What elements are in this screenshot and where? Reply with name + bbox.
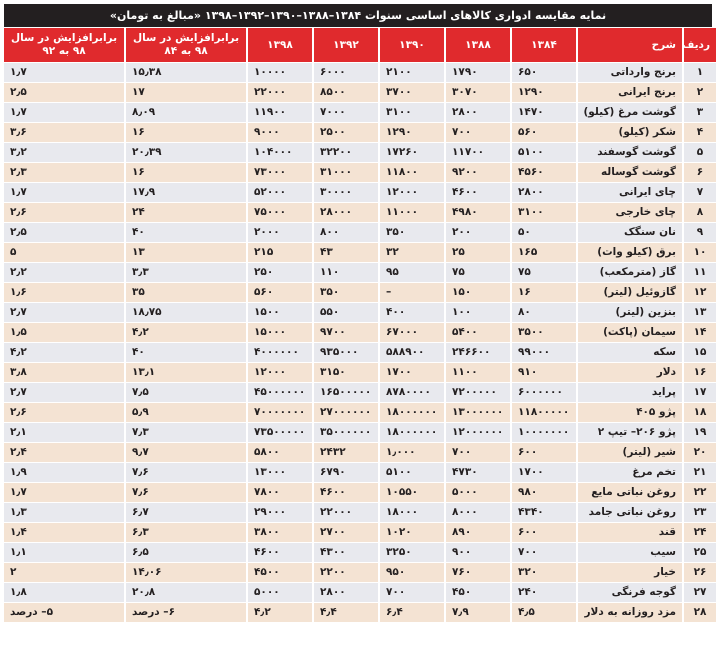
cell-1384: ۱۷۰۰ [512,463,576,482]
cell-index: ۱۳ [684,303,716,322]
cell-ratio-98-92: ۲٫۱ [4,423,124,442]
cell-ratio-98-92: ۱٫۴ [4,523,124,542]
cell-1392: ۴۶۰۰ [314,483,378,502]
table-row [4,523,716,542]
cell-1392: ۲۲۰۰ [314,563,378,582]
header-description: شرح [578,28,682,62]
cell-index: ۱۵ [684,343,716,362]
cell-1392: ۴۳۰۰ [314,543,378,562]
header-index: ردیف [684,28,716,62]
cell-1390: ۵۸۸۹۰۰ [380,343,444,362]
cell-ratio-98-92: ۲٫۷ [4,383,124,402]
cell-1388: ۸۹۰ [446,523,510,542]
cell-1388: ۱۱۰۰ [446,363,510,382]
cell-ratio-98-84: ۱۶ [126,123,246,142]
cell-1392: ۳۵۰ [314,283,378,302]
cell-1390: – [380,283,444,302]
cell-1398: ۱۰۴۰۰۰ [248,143,312,162]
cell-description: برنج ایرانی [578,83,682,102]
cell-description: چای ایرانی [578,183,682,202]
cell-index: ۱ [684,63,716,82]
cell-1384: ۹۸۰ [512,483,576,502]
cell-ratio-98-84: ۴٫۲ [126,323,246,342]
cell-1388: ۱۳۰۰۰۰۰۰ [446,403,510,422]
cell-ratio-98-92: ۱٫۱ [4,543,124,562]
cell-index: ۵ [684,143,716,162]
cell-ratio-98-92: ۱٫۳ [4,503,124,522]
cell-ratio-98-84: ۲۴ [126,203,246,222]
cell-1398: ۲۲۰۰۰ [248,83,312,102]
cell-1388: ۱۰۰ [446,303,510,322]
cell-1388: ۵۰۰۰ [446,483,510,502]
cell-1388: ۸۰۰۰ [446,503,510,522]
cell-1392: ۸۵۰۰ [314,83,378,102]
cell-1392: ۴٫۴ [314,603,378,622]
cell-ratio-98-92: ۱٫۷ [4,183,124,202]
cell-1392: ۲۵۰۰ [314,123,378,142]
cell-ratio-98-84: ۶٫۵ [126,543,246,562]
cell-1398: ۲۱۵ [248,243,312,262]
cell-1398: ۷۰۰۰۰۰۰۰ [248,403,312,422]
cell-description: روغن نباتی جامد [578,503,682,522]
cell-1384: ۶۵۰ [512,63,576,82]
cell-1398: ۱۱۹۰۰ [248,103,312,122]
table-row [4,483,716,502]
cell-ratio-98-84: ۷٫۶ [126,463,246,482]
cell-1384: ۷۵ [512,263,576,282]
table-row [4,583,716,602]
cell-index: ۲۶ [684,563,716,582]
cell-ratio-98-92: ۲٫۵ [4,83,124,102]
cell-ratio-98-92: ۵– درصد [4,603,124,622]
cell-ratio-98-92: ۱٫۶ [4,283,124,302]
cell-ratio-98-84: ۱۳ [126,243,246,262]
cell-index: ۱۹ [684,423,716,442]
cell-1388: ۴۹۸۰ [446,203,510,222]
cell-1390: ۱۱۰۰۰ [380,203,444,222]
cell-1392: ۳۱۵۰ [314,363,378,382]
cell-description: گوشت مرغ (کیلو) [578,103,682,122]
cell-1388: ۵۴۰۰ [446,323,510,342]
cell-ratio-98-92: ۲٫۷ [4,303,124,322]
cell-ratio-98-92: ۲٫۶ [4,403,124,422]
cell-1388: ۷۶۰ [446,563,510,582]
cell-1390: ۸۷۸۰۰۰۰ [380,383,444,402]
cell-1384: ۴٫۵ [512,603,576,622]
cell-1398: ۲۵۰ [248,263,312,282]
cell-1384: ۶۰۰۰۰۰۰ [512,383,576,402]
table-row [4,163,716,182]
cell-1390: ۱۱۸۰۰ [380,163,444,182]
cell-1398: ۵۲۰۰۰ [248,183,312,202]
cell-1390: ۹۵ [380,263,444,282]
cell-1388: ۷۵ [446,263,510,282]
cell-1398: ۱۵۰۰ [248,303,312,322]
cell-1388: ۴۵۰ [446,583,510,602]
cell-1388: ۲۵ [446,243,510,262]
table-row [4,563,716,582]
cell-1392: ۹۷۰۰ [314,323,378,342]
cell-ratio-98-84: ۸٫۰۹ [126,103,246,122]
table-row [4,603,716,622]
table-row [4,403,716,422]
cell-1390: ۲۱۰۰ [380,63,444,82]
table-row [4,283,716,302]
table-row [4,443,716,462]
header-year-1388: ۱۳۸۸ [446,28,510,62]
cell-1384: ۷۰۰ [512,543,576,562]
cell-1392: ۲۷۰۰ [314,523,378,542]
cell-index: ۲۱ [684,463,716,482]
cell-description: تخم مرغ [578,463,682,482]
cell-ratio-98-84: ۲۰٫۸ [126,583,246,602]
cell-ratio-98-92: ۲٫۴ [4,443,124,462]
cell-1388: ۴۷۳۰ [446,463,510,482]
cell-ratio-98-84: ۱۴٫۰۶ [126,563,246,582]
cell-1398: ۷۳۰۰۰ [248,163,312,182]
cell-ratio-98-84: ۱۵٫۳۸ [126,63,246,82]
cell-1392: ۱۱۰ [314,263,378,282]
cell-ratio-98-92: ۲٫۳ [4,163,124,182]
cell-description: برنج وارداتی [578,63,682,82]
table-row [4,363,716,382]
cell-1390: ۳۵۰ [380,223,444,242]
cell-1390: ۹۵۰ [380,563,444,582]
cell-ratio-98-84: ۱۳٫۱ [126,363,246,382]
cell-1388: ۹۲۰۰ [446,163,510,182]
cell-1384: ۴۳۴۰ [512,503,576,522]
cell-description: قند [578,523,682,542]
cell-description: گازوئیل (لیتر) [578,283,682,302]
cell-description: گوشت گوسفند [578,143,682,162]
cell-ratio-98-84: ۶٫۳ [126,523,246,542]
cell-ratio-98-92: ۲٫۶ [4,203,124,222]
cell-1388: ۲۸۰۰ [446,103,510,122]
cell-ratio-98-84: ۱۷ [126,83,246,102]
cell-1390: ۱٫۰۰۰ [380,443,444,462]
cell-ratio-98-84: ۷٫۵ [126,383,246,402]
cell-index: ۲ [684,83,716,102]
cell-ratio-98-84: ۳۵ [126,283,246,302]
table-row [4,383,716,402]
cell-1384: ۵۱۰۰ [512,143,576,162]
cell-1392: ۷۰۰۰ [314,103,378,122]
cell-1398: ۴۵۰۰۰۰۰۰ [248,383,312,402]
cell-description: شکر (کیلو) [578,123,682,142]
cell-1390: ۱۰۵۵۰ [380,483,444,502]
cell-1384: ۶۰۰ [512,443,576,462]
table-row [4,203,716,222]
cell-1398: ۱۳۰۰۰ [248,463,312,482]
table-row [4,103,716,122]
cell-ratio-98-84: ۴۰ [126,343,246,362]
cell-description: پژو ۲۰۶– تیپ ۲ [578,423,682,442]
cell-index: ۱۸ [684,403,716,422]
cell-ratio-98-92: ۲٫۵ [4,223,124,242]
cell-description: پراید [578,383,682,402]
cell-index: ۲۲ [684,483,716,502]
cell-1384: ۱۴۷۰ [512,103,576,122]
cell-1390: ۱۷۰۰ [380,363,444,382]
cell-1398: ۵۶۰ [248,283,312,302]
cell-1384: ۱۱۸۰۰۰۰۰ [512,403,576,422]
cell-index: ۸ [684,203,716,222]
cell-1388: ۲۰۰ [446,223,510,242]
cell-1390: ۳۲۵۰ [380,543,444,562]
cell-index: ۱۱ [684,263,716,282]
cell-description: سکه [578,343,682,362]
cell-1384: ۵۰ [512,223,576,242]
cell-1384: ۸۰ [512,303,576,322]
header-year-1398: ۱۳۹۸ [248,28,312,62]
cell-description: نان سنگک [578,223,682,242]
cell-1392: ۶۷۹۰ [314,463,378,482]
cell-1388: ۷٫۹ [446,603,510,622]
cell-description: برق (کیلو وات) [578,243,682,262]
cell-1390: ۱۲۹۰ [380,123,444,142]
cell-description: خیار [578,563,682,582]
cell-index: ۲۳ [684,503,716,522]
cell-1398: ۲۰۰۰ [248,223,312,242]
cell-index: ۲۰ [684,443,716,462]
cell-ratio-98-92: ۳٫۶ [4,123,124,142]
cell-ratio-98-92: ۱٫۵ [4,323,124,342]
header-year-1392: ۱۳۹۲ [314,28,378,62]
cell-ratio-98-84: ۶– درصد [126,603,246,622]
table-row [4,463,716,482]
header-year-1390: ۱۳۹۰ [380,28,444,62]
cell-ratio-98-92: ۱٫۷ [4,483,124,502]
cell-1398: ۲۹۰۰۰ [248,503,312,522]
cell-index: ۱۷ [684,383,716,402]
cell-1392: ۲۸۰۰۰ [314,203,378,222]
cell-1388: ۲۴۶۶۰۰ [446,343,510,362]
cell-1390: ۵۱۰۰ [380,463,444,482]
cell-1392: ۲۷۰۰۰۰۰۰ [314,403,378,422]
table-row [4,323,716,342]
cell-1398: ۷۸۰۰ [248,483,312,502]
cell-ratio-98-84: ۵٫۹ [126,403,246,422]
cell-ratio-98-84: ۲۰٫۳۹ [126,143,246,162]
cell-index: ۱۲ [684,283,716,302]
table-row [4,343,716,362]
header-row [4,28,716,62]
cell-description: شیر (لیتر) [578,443,682,462]
cell-ratio-98-92: ۱٫۷ [4,63,124,82]
cell-index: ۲۴ [684,523,716,542]
header-year-1384: ۱۳۸۴ [512,28,576,62]
cell-1392: ۳۲۲۰۰ [314,143,378,162]
cell-index: ۲۸ [684,603,716,622]
header-ratio-98-84: برابرافزایش در سال ۹۸ به ۸۴ [126,28,246,62]
cell-1398: ۴۵۰۰ [248,563,312,582]
cell-1390: ۱۰۲۰ [380,523,444,542]
cell-description: گاز (مترمکعب) [578,263,682,282]
cell-ratio-98-84: ۴۰ [126,223,246,242]
cell-1398: ۴٫۲ [248,603,312,622]
cell-1390: ۳۷۰۰ [380,83,444,102]
cell-1398: ۹۰۰۰ [248,123,312,142]
cell-ratio-98-92: ۳٫۲ [4,143,124,162]
cell-1388: ۱۲۰۰۰۰۰۰ [446,423,510,442]
cell-description: روغن نباتی مایع [578,483,682,502]
cell-1390: ۴۰۰ [380,303,444,322]
cell-index: ۱۰ [684,243,716,262]
cell-ratio-98-92: ۲٫۲ [4,263,124,282]
cell-description: گوجه فرنگی [578,583,682,602]
cell-1390: ۳۲ [380,243,444,262]
cell-1392: ۲۸۰۰ [314,583,378,602]
cell-1384: ۹۹۰۰۰ [512,343,576,362]
cell-1384: ۵۶۰ [512,123,576,142]
cell-ratio-98-92: ۱٫۹ [4,463,124,482]
cell-1392: ۹۳۵۰۰۰ [314,343,378,362]
cell-ratio-98-84: ۹٫۷ [126,443,246,462]
table-row [4,63,716,82]
cell-1384: ۹۱۰ [512,363,576,382]
cell-1384: ۳۵۰۰ [512,323,576,342]
cell-1392: ۱۶۵۰۰۰۰۰ [314,383,378,402]
table-row [4,423,716,442]
table-row [4,183,716,202]
cell-description: بنزین (لیتر) [578,303,682,322]
cell-1398: ۱۲۰۰۰ [248,363,312,382]
cell-index: ۳ [684,103,716,122]
cell-ratio-98-92: ۱٫۷ [4,103,124,122]
price-comparison-document [4,4,712,623]
cell-1388: ۷۲۰۰۰۰۰ [446,383,510,402]
cell-1398: ۷۵۰۰۰ [248,203,312,222]
table-body [4,63,716,622]
cell-1388: ۱۷۹۰ [446,63,510,82]
cell-1398: ۴۶۰۰ [248,543,312,562]
cell-ratio-98-84: ۶٫۷ [126,503,246,522]
cell-1390: ۶٫۴ [380,603,444,622]
cell-1398: ۱۰۰۰۰ [248,63,312,82]
cell-1398: ۳۸۰۰ [248,523,312,542]
cell-1390: ۷۰۰ [380,583,444,602]
table-title: نمایه مقایسه ادواری کالاهای اساسی سنوات ۱۳۸۴–۱۳۸۸–۱۳۹۰–۱۳۹۲–۱۳۹۸ «مبالغ به تومان» [4,4,712,27]
cell-index: ۲۵ [684,543,716,562]
cell-1388: ۱۱۷۰۰ [446,143,510,162]
table-row [4,123,716,142]
cell-1392: ۳۱۰۰۰ [314,163,378,182]
cell-1384: ۱۶ [512,283,576,302]
cell-1398: ۵۰۰۰ [248,583,312,602]
cell-ratio-98-84: ۳٫۳ [126,263,246,282]
cell-1390: ۱۷۲۶۰ [380,143,444,162]
cell-1392: ۳۵۰۰۰۰۰۰ [314,423,378,442]
cell-1390: ۱۸۰۰۰۰۰۰ [380,403,444,422]
table-row [4,303,716,322]
cell-description: پژو ۴۰۵ [578,403,682,422]
cell-1390: ۳۱۰۰ [380,103,444,122]
cell-1384: ۴۵۶۰ [512,163,576,182]
cell-description: دلار [578,363,682,382]
cell-1392: ۵۵۰ [314,303,378,322]
cell-index: ۴ [684,123,716,142]
cell-1384: ۲۴۰ [512,583,576,602]
cell-1390: ۱۸۰۰۰ [380,503,444,522]
cell-1384: ۱۲۹۰ [512,83,576,102]
cell-1384: ۲۸۰۰ [512,183,576,202]
cell-1398: ۵۸۰۰ [248,443,312,462]
cell-1392: ۳۰۰۰۰ [314,183,378,202]
cell-index: ۶ [684,163,716,182]
table-row [4,263,716,282]
cell-1384: ۱۰۰۰۰۰۰۰ [512,423,576,442]
cell-1388: ۷۰۰ [446,123,510,142]
cell-ratio-98-92: ۴٫۲ [4,343,124,362]
cell-description: سیب [578,543,682,562]
cell-ratio-98-84: ۷٫۳ [126,423,246,442]
table-row [4,83,716,102]
cell-index: ۷ [684,183,716,202]
cell-1390: ۱۲۰۰۰ [380,183,444,202]
cell-description: چای خارجی [578,203,682,222]
cell-1388: ۱۵۰ [446,283,510,302]
cell-1392: ۴۳ [314,243,378,262]
cell-ratio-98-84: ۱۷٫۹ [126,183,246,202]
cell-ratio-98-84: ۱۸٫۷۵ [126,303,246,322]
cell-1384: ۳۱۰۰ [512,203,576,222]
cell-index: ۱۴ [684,323,716,342]
table-row [4,223,716,242]
cell-ratio-98-84: ۱۶ [126,163,246,182]
table-row [4,543,716,562]
cell-1392: ۲۴۳۲ [314,443,378,462]
cell-1390: ۶۷۰۰۰ [380,323,444,342]
cell-ratio-98-92: ۳٫۸ [4,363,124,382]
cell-1384: ۱۶۵ [512,243,576,262]
cell-1398: ۴۰۰۰۰۰۰ [248,343,312,362]
cell-1388: ۹۰۰ [446,543,510,562]
cell-1384: ۳۲۰ [512,563,576,582]
cell-1392: ۶۰۰۰ [314,63,378,82]
cell-1388: ۳۰۷۰ [446,83,510,102]
cell-ratio-98-92: ۲ [4,563,124,582]
cell-1398: ۷۳۵۰۰۰۰۰ [248,423,312,442]
cell-ratio-98-92: ۱٫۸ [4,583,124,602]
price-table [2,27,716,623]
cell-1392: ۸۰۰ [314,223,378,242]
cell-1392: ۲۲۰۰۰ [314,503,378,522]
cell-index: ۱۶ [684,363,716,382]
cell-ratio-98-92: ۵ [4,243,124,262]
table-row [4,143,716,162]
table-row [4,503,716,522]
cell-1388: ۴۶۰۰ [446,183,510,202]
table-row [4,243,716,262]
cell-description: گوشت گوساله [578,163,682,182]
cell-index: ۹ [684,223,716,242]
cell-index: ۲۷ [684,583,716,602]
cell-1398: ۱۵۰۰۰ [248,323,312,342]
cell-description: سیمان (پاکت) [578,323,682,342]
cell-1390: ۱۸۰۰۰۰۰۰ [380,423,444,442]
cell-1384: ۶۰۰ [512,523,576,542]
cell-1388: ۷۰۰ [446,443,510,462]
cell-ratio-98-84: ۷٫۶ [126,483,246,502]
header-ratio-98-92: برابرافزایش در سال ۹۸ به ۹۲ [4,28,124,62]
cell-description: مزد روزانه به دلار [578,603,682,622]
